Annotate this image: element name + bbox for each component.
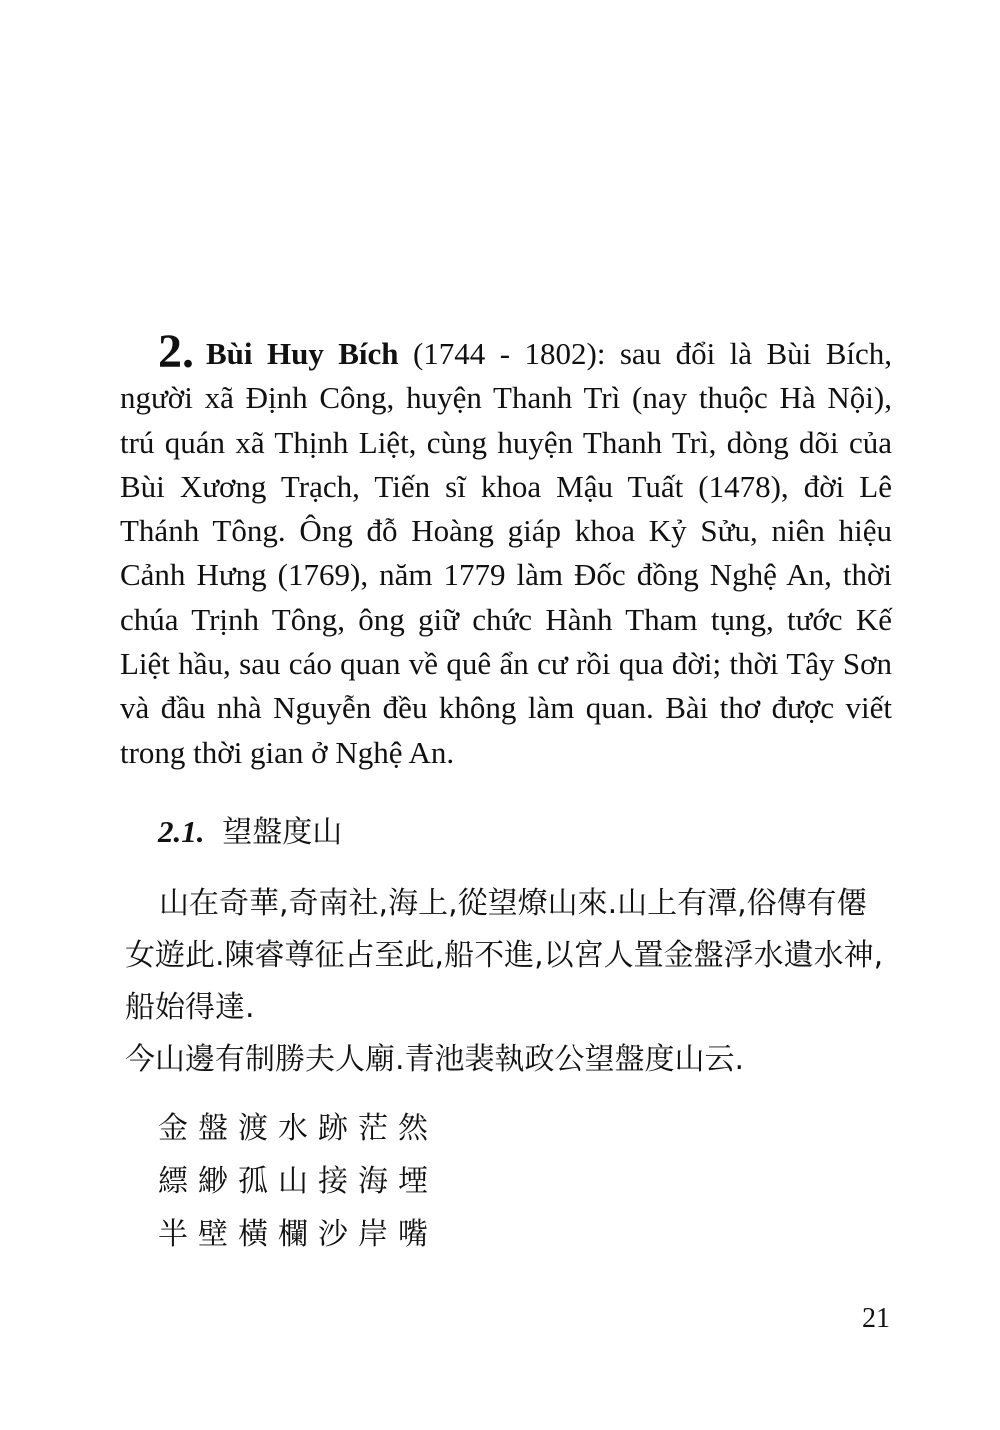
section-title: 望盤度山 (222, 815, 343, 850)
preface-paragraph-2: 今山邊有制勝夫人廟.青池裴執政公望盤度山云. (125, 1042, 745, 1077)
poem-line-1: 金盤渡水跡茫然 (158, 1111, 438, 1146)
poem-line-2: 縹緲孤山接海堙 (158, 1164, 438, 1199)
biography-entry (120, 325, 892, 775)
page-number: 21 (862, 1303, 890, 1334)
entry-number: 2. (158, 325, 194, 378)
entry-body: (1744 - 1802): sau đổi là Bùi Bích, người xã Định Công, huyện Thanh Trì (nay thuộc Hà Nội), trú quán xã Thịnh Liệt, cùng huyện Thanh Trì, dòng dõi của Bùi Xương Trạch, Tiến sĩ khoa Mậu Tuất (1478), đời Lê Thánh Tông. Ông đỗ Hoàng giáp khoa Kỷ Sửu, niên hiệu Cảnh Hưng (1769), năm 1779 làm Đốc đồng Nghệ An, thời chúa Trịnh Tông, ông giữ chức Hành Tham tụng, tước Kế Liệt hầu, sau cáo quan về quê ẩn cư rồi qua đời; thời Tây Sơn và đầu nhà Nguyễn đều không làm quan. Bài thơ được viết trong thời gian ở Nghệ An. (120, 336, 892, 770)
preface-paragraph-1: 山在奇華,奇南社,海上,從望燎山來.山上有潭,俗傳有僊女遊此.陳睿尊征占至此,船不進,以宮人置金盤浮水遺水神,船始得達. (125, 886, 884, 1025)
poem-line-3: 半壁橫欄沙岸嘴 (158, 1217, 438, 1252)
poem-text (158, 1102, 438, 1261)
section-heading (158, 812, 342, 853)
section-number: 2.1. (158, 814, 205, 849)
poem-preface (125, 878, 895, 1086)
entry-name: Bùi Huy Bích (206, 336, 399, 371)
